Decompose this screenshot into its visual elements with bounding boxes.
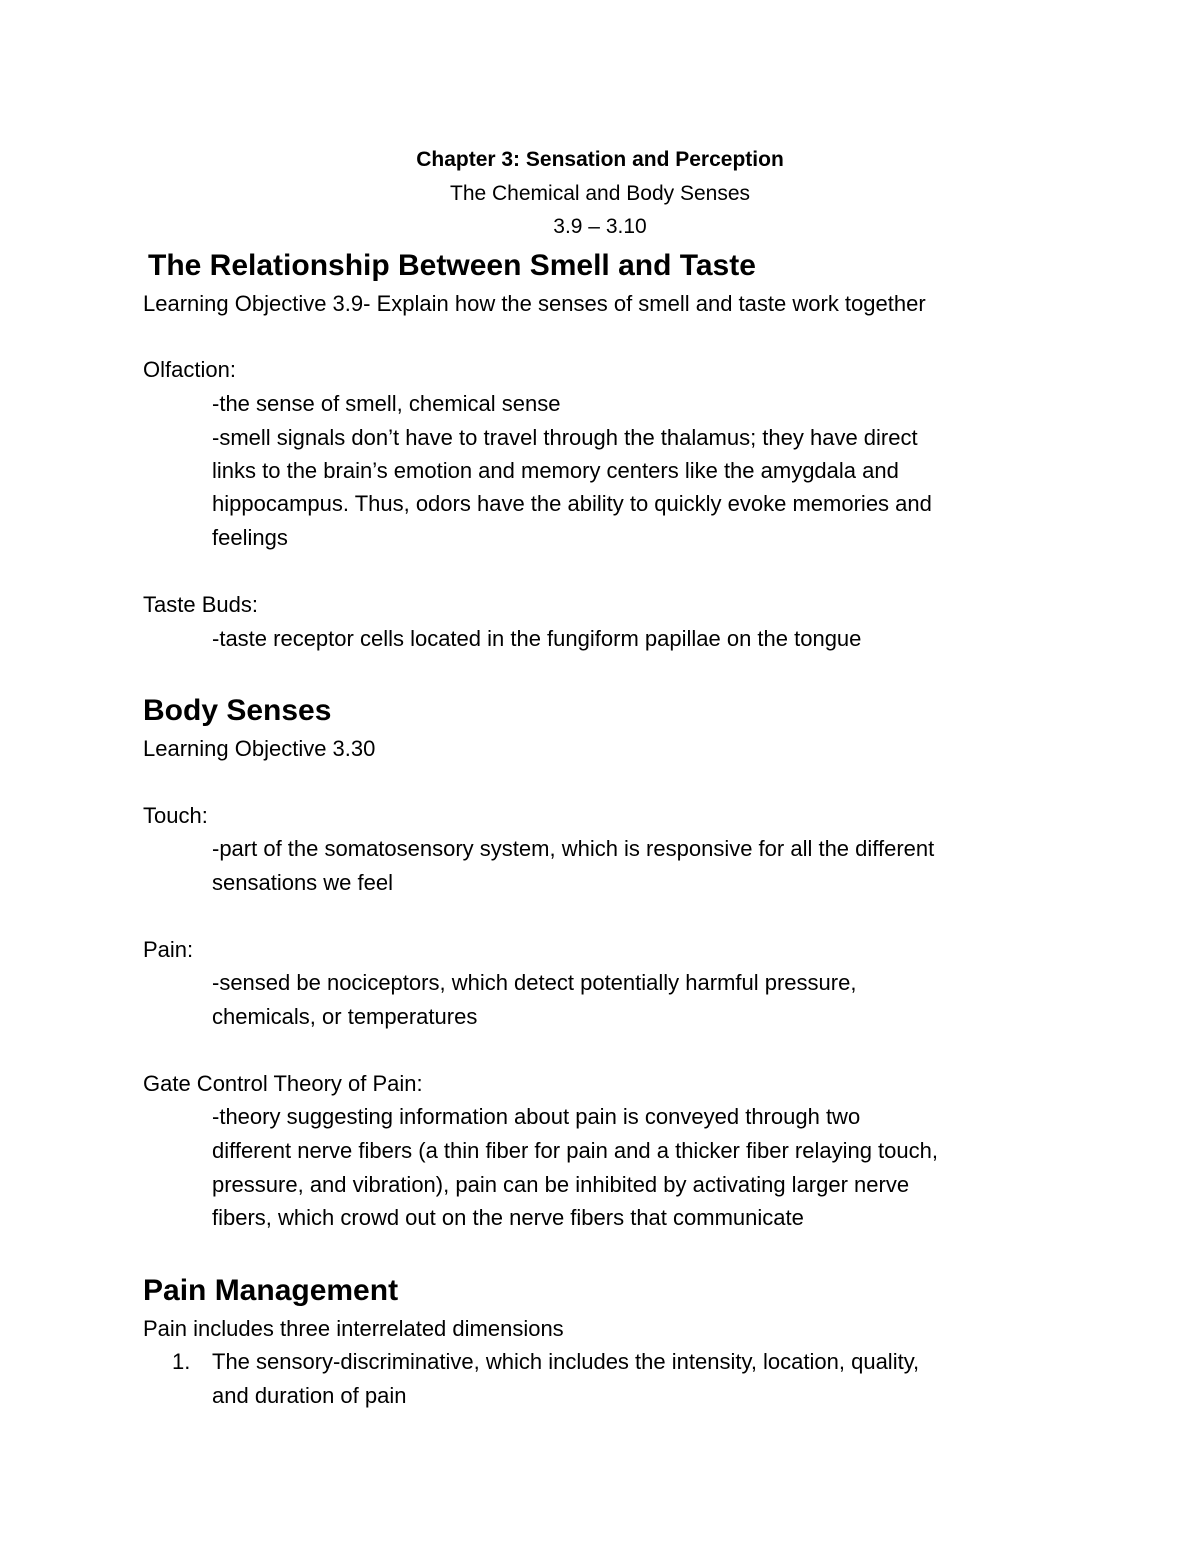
pain-dimensions-intro: Pain includes three interrelated dimensions (143, 1316, 564, 1341)
chapter-title: Chapter 3: Sensation and Perception (416, 148, 784, 171)
section-range: 3.9 – 3.10 (553, 215, 647, 238)
gate-control-line-3: pressure, and vibration), pain can be inhibited by activating larger nerve (212, 1172, 910, 1197)
taste-buds-line-1: -taste receptor cells located in the fungiform papillae on the tongue (212, 626, 862, 651)
gate-control-line-2: different nerve fibers (a thin fiber for pain and a thicker fiber relaying touch, (212, 1138, 938, 1163)
gate-control-line-4: fibers, which crowd out on the nerve fibers that communicate (212, 1205, 804, 1230)
learning-objective-3-30: Learning Objective 3.30 (143, 736, 376, 761)
heading-smell-taste: The Relationship Between Smell and Taste (148, 249, 756, 282)
pain-line-2: chemicals, or temperatures (212, 1004, 478, 1029)
olfaction-label: Olfaction: (143, 357, 236, 382)
touch-line-1: -part of the somatosensory system, which is responsive for all the different (212, 836, 935, 861)
gate-control-line-1: -theory suggesting information about pain is conveyed through two (212, 1104, 861, 1129)
list-item-number: 1. (172, 1349, 191, 1374)
olfaction-line-3: links to the brain’s emotion and memory centers like the amygdala and (212, 458, 899, 483)
olfaction-line-2: -smell signals don’t have to travel through the thalamus; they have direct (212, 425, 918, 450)
list-item-line-2: and duration of pain (212, 1383, 407, 1408)
gate-control-label: Gate Control Theory of Pain: (143, 1071, 423, 1096)
olfaction-line-5: feelings (212, 525, 288, 550)
olfaction-line-4: hippocampus. Thus, odors have the ability to quickly evoke memories and (212, 491, 932, 516)
touch-line-2: sensations we feel (212, 870, 393, 895)
pain-line-1: -sensed be nociceptors, which detect potentially harmful pressure, (212, 970, 857, 995)
olfaction-line-1: -the sense of smell, chemical sense (212, 391, 561, 416)
learning-objective-3-9: Learning Objective 3.9- Explain how the senses of smell and taste work together (143, 291, 926, 316)
taste-buds-label: Taste Buds: (143, 592, 258, 617)
heading-pain-management: Pain Management (143, 1274, 399, 1307)
heading-body-senses: Body Senses (143, 694, 332, 727)
list-item-line-1: The sensory-discriminative, which includes the intensity, location, quality, (212, 1349, 920, 1374)
chapter-subtitle: The Chemical and Body Senses (450, 182, 750, 205)
touch-label: Touch: (143, 803, 208, 828)
pain-label: Pain: (143, 937, 194, 962)
